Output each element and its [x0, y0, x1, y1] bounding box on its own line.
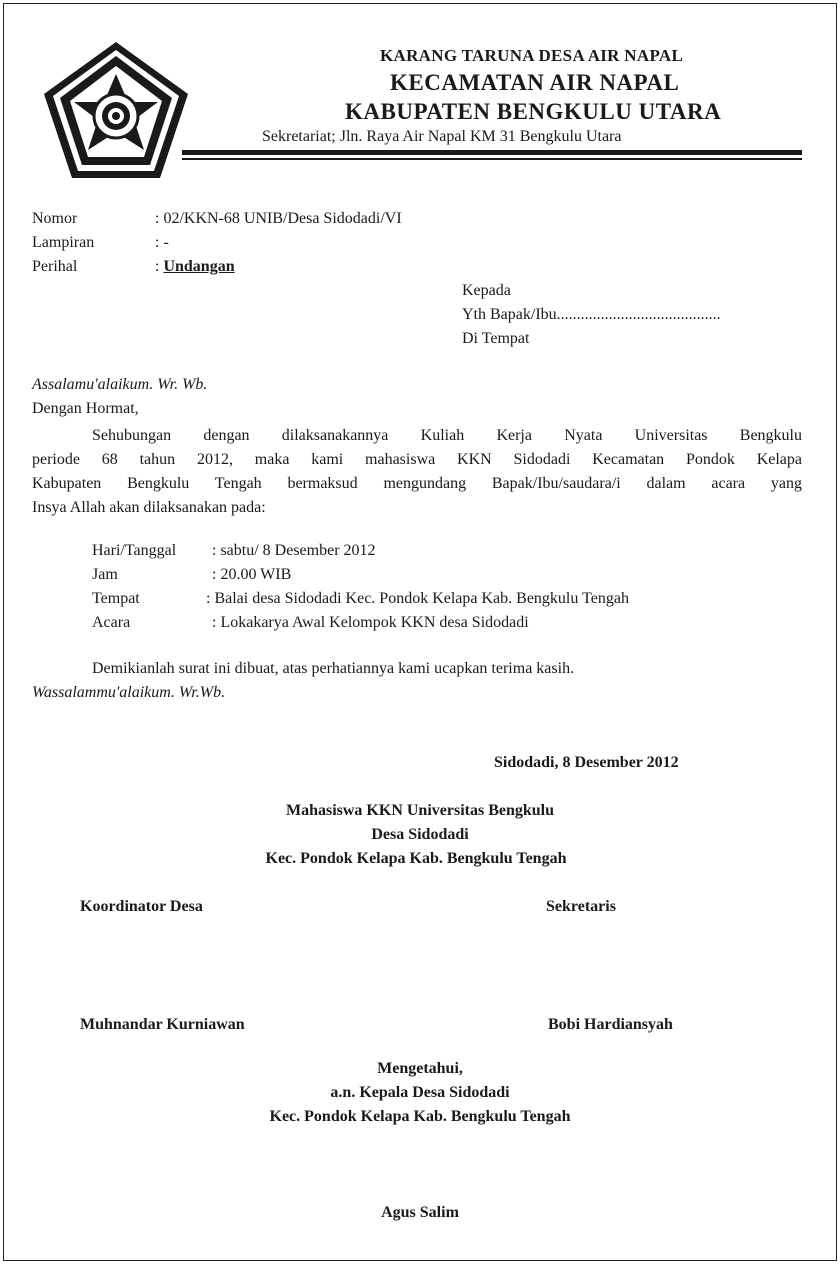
village-head-name: Agus Salim: [381, 1204, 459, 1221]
org-line-2: Desa Sidodadi: [371, 826, 469, 843]
secretary-name: Bobi Hardiansyah: [548, 1016, 673, 1033]
org-line-1: Mahasiswa KKN Universitas Bengkulu: [285, 802, 555, 819]
recipient-kepada: Kepada: [462, 282, 511, 299]
perihal-label: Perihal: [32, 258, 78, 275]
nomor-value: : 02/KKN-68 UNIB/Desa Sidodadi/VI: [155, 210, 402, 227]
body-line-4: Insya Allah akan dilaksanakan pada:: [32, 499, 266, 516]
event-day-label: Hari/Tanggal: [92, 542, 177, 559]
body-line-1: Sehubungan dengan dilaksanakannya Kuliah Kerja Nyata Universitas Bengkulu: [92, 427, 802, 444]
closing-text: Demikianlah surat ini dibuat, atas perhatiannya kami ucapkan terima kasih.: [92, 660, 575, 677]
greeting: Assalamu'alaikum. Wr. Wb.: [32, 376, 208, 393]
perihal-value: Undangan: [163, 258, 235, 275]
header-rule-thick: [182, 150, 802, 155]
karang-taruna-logo-icon: [38, 36, 194, 186]
event-place-value: : Balai desa Sidodadi Kec. Pondok Kelapa Kab. Bengkulu Tengah: [206, 590, 629, 607]
nomor-label: Nomor: [32, 210, 78, 227]
event-time-label: Jam: [92, 566, 118, 583]
perihal-value-wrap: [155, 258, 235, 276]
body-line-2: periode 68 tahun 2012, maka kami mahasiswa KKN Sidodadi Kecamatan Pondok Kelapa: [32, 451, 802, 468]
recipient-place: Di Tempat: [462, 330, 530, 347]
acknowledge-line-2: a.n. Kepala Desa Sidodadi: [330, 1084, 510, 1101]
event-time-value: : 20.00 WIB: [212, 566, 292, 583]
kecamatan-name: KECAMATAN AIR NAPAL: [390, 70, 680, 95]
farewell: Wassalammu'alaikum. Wr.Wb.: [32, 684, 226, 701]
coordinator-title: Koordinator Desa: [80, 898, 203, 915]
recipient-name: Yth Bapak/Ibu.........................................: [462, 306, 721, 323]
event-agenda-value: : Lokakarya Awal Kelompok KKN desa Sidodadi: [212, 614, 529, 631]
acknowledge-line-1: Mengetahui,: [377, 1060, 463, 1077]
salutation: Dengan Hormat,: [32, 400, 139, 417]
coordinator-name: Muhnandar Kurniawan: [80, 1016, 245, 1033]
body-line-3: Kabupaten Bengkulu Tengah bermaksud mengundang Bapak/Ibu/saudara/i dalam acara yang: [32, 475, 802, 492]
kabupaten-name: KABUPATEN BENGKULU UTARA: [345, 99, 722, 124]
event-place-label: Tempat: [92, 590, 140, 607]
perihal-colon: :: [155, 258, 164, 275]
secretariat-address: Sekretariat; Jln. Raya Air Napal KM 31 Bengkulu Utara: [262, 128, 622, 145]
acknowledge-line-3: Kec. Pondok Kelapa Kab. Bengkulu Tengah: [269, 1108, 571, 1125]
lampiran-label: Lampiran: [32, 234, 95, 251]
lampiran-value: : -: [155, 234, 169, 251]
org-name: KARANG TARUNA DESA AIR NAPAL: [380, 46, 684, 65]
date-place: Sidodadi, 8 Desember 2012: [494, 754, 679, 771]
org-line-3: Kec. Pondok Kelapa Kab. Bengkulu Tengah: [265, 850, 567, 867]
secretary-title: Sekretaris: [546, 898, 616, 915]
header-rule-thin: [182, 158, 802, 160]
event-day-value: : sabtu/ 8 Desember 2012: [212, 542, 376, 559]
event-agenda-label: Acara: [92, 614, 131, 631]
